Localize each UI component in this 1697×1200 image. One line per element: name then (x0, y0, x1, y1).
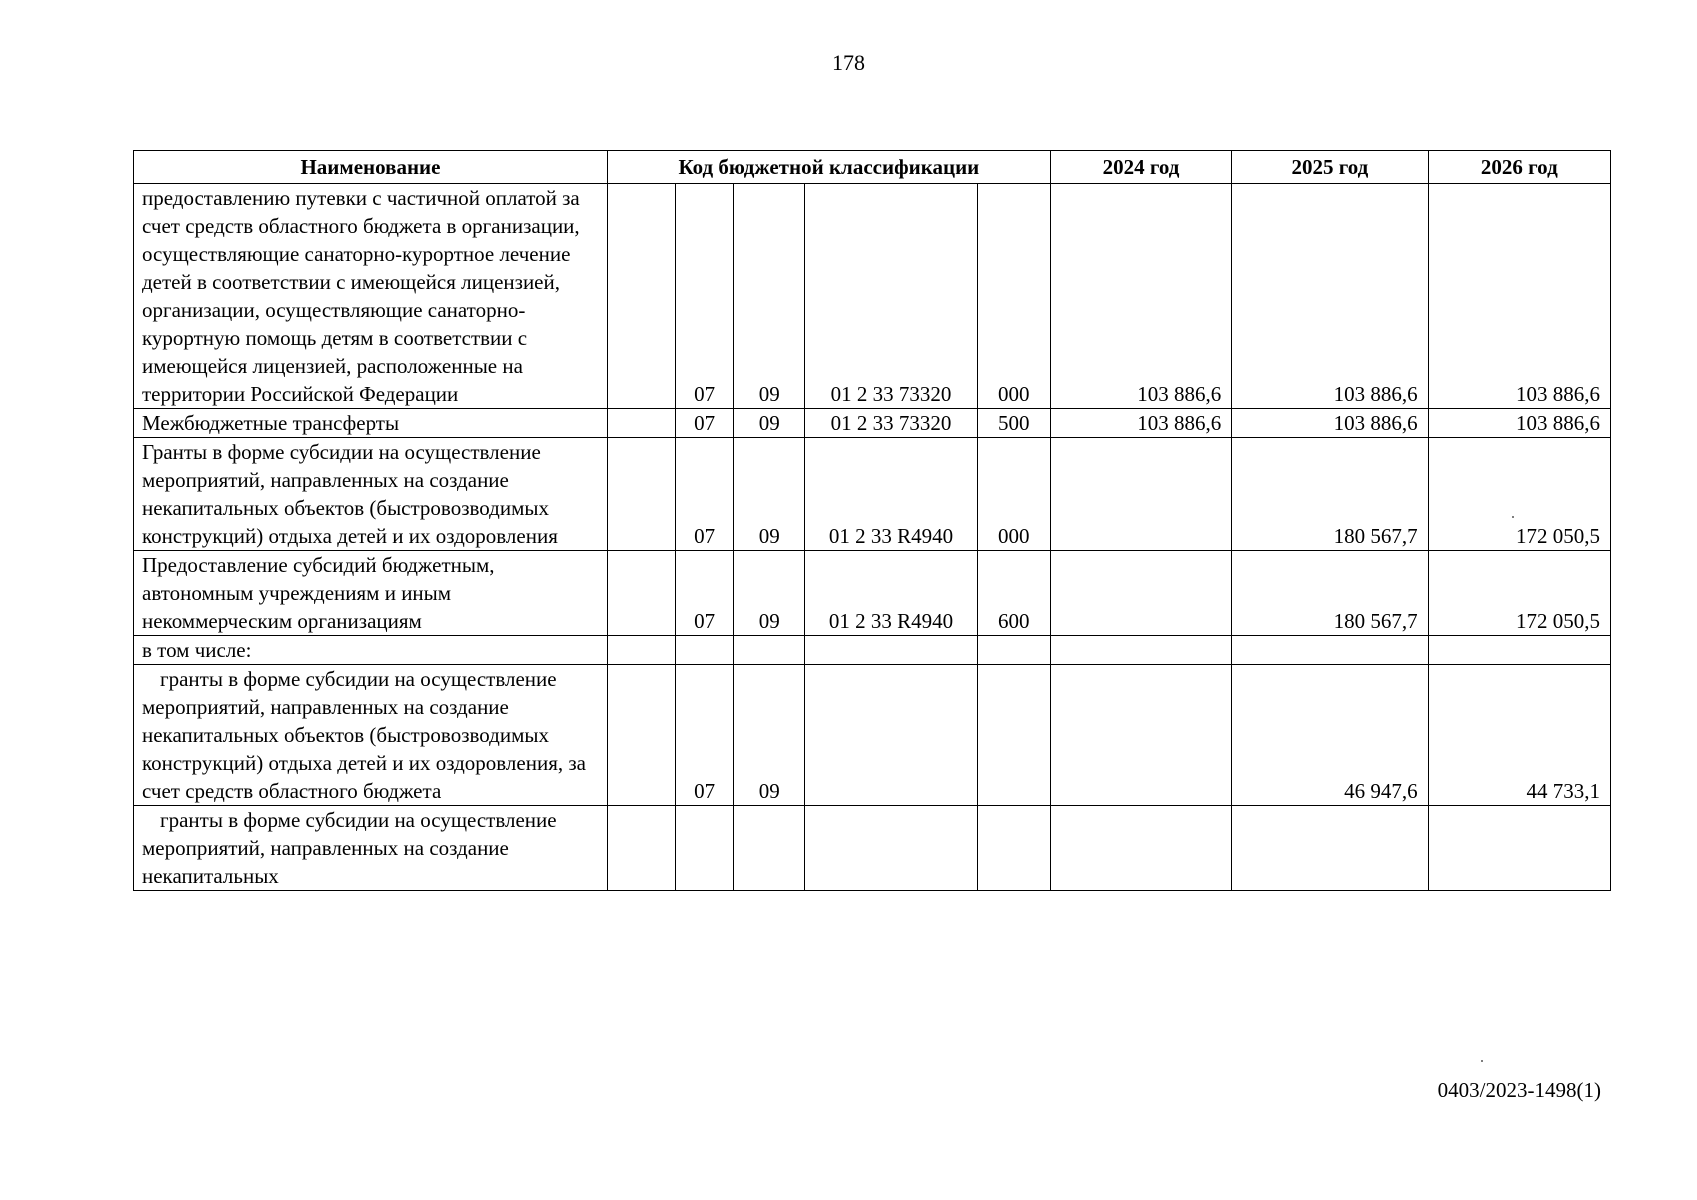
header-2026: 2026 год (1428, 151, 1610, 184)
code-target: 01 2 33 73320 (805, 409, 977, 438)
page-number: 178 (832, 50, 865, 75)
code-expense-type (977, 806, 1050, 891)
value-2025 (1232, 806, 1428, 891)
value-2026: 44 733,1 (1428, 665, 1610, 806)
code-section: 07 (676, 551, 734, 636)
value-2024: 103 886,6 (1050, 409, 1231, 438)
row-name: гранты в форме субсидии на осуществление мероприятий, направленных на создание некапитальных объектов (быстровозводимых конструкций) отдыха детей и их оздоровления, за счет средств областного бюджета (134, 665, 608, 806)
code-target: 01 2 33 R4940 (805, 551, 977, 636)
value-2026 (1428, 636, 1610, 665)
value-2026: 172 050,5 (1428, 438, 1610, 551)
value-2024 (1050, 551, 1231, 636)
table-row (134, 438, 1611, 551)
row-name: Предоставление субсидий бюджетным, автономным учреждениям и иным некоммерческим организациям (134, 551, 608, 636)
value-2026: 103 886,6 (1428, 409, 1610, 438)
code-target: 01 2 33 73320 (805, 184, 977, 409)
header-2024: 2024 год (1050, 151, 1231, 184)
code-expense-type: 600 (977, 551, 1050, 636)
code-section: 07 (676, 438, 734, 551)
table-row (134, 665, 1611, 806)
code-section (676, 636, 734, 665)
value-2024: 103 886,6 (1050, 184, 1231, 409)
table-row (134, 636, 1611, 665)
header-2025: 2025 год (1232, 151, 1428, 184)
code-expense-type (977, 636, 1050, 665)
code-section: 07 (676, 409, 734, 438)
value-2024 (1050, 636, 1231, 665)
code-expense-type: 000 (977, 438, 1050, 551)
value-2026 (1428, 806, 1610, 891)
code-expense-type (977, 665, 1050, 806)
value-2024 (1050, 806, 1231, 891)
row-name: в том числе: (134, 636, 608, 665)
budget-table (133, 150, 1611, 891)
table-row (134, 409, 1611, 438)
scan-speck (1512, 516, 1514, 518)
value-2026: 103 886,6 (1428, 184, 1610, 409)
code-section: 07 (676, 184, 734, 409)
code-subsection: 09 (734, 551, 805, 636)
table-row (134, 184, 1611, 409)
value-2024 (1050, 665, 1231, 806)
code-expense-type: 500 (977, 409, 1050, 438)
code-subsection: 09 (734, 438, 805, 551)
code-subsection: 09 (734, 184, 805, 409)
code-target (805, 665, 977, 806)
value-2025 (1232, 636, 1428, 665)
row-name: Межбюджетные трансферты (134, 409, 608, 438)
code-subsection: 09 (734, 665, 805, 806)
code-expense-type: 000 (977, 184, 1050, 409)
table-row (134, 806, 1611, 891)
value-2025: 103 886,6 (1232, 409, 1428, 438)
table-row (134, 551, 1611, 636)
code-section (676, 806, 734, 891)
code-subsection (734, 636, 805, 665)
document-number: 0403/2023-1498(1) (1437, 1078, 1601, 1102)
code-section: 07 (676, 665, 734, 806)
code-target: 01 2 33 R4940 (805, 438, 977, 551)
header-code: Код бюджетной классификации (607, 151, 1050, 184)
code-target (805, 636, 977, 665)
code-subsection (734, 806, 805, 891)
code-cell (607, 551, 675, 636)
header-name: Наименование (134, 151, 608, 184)
value-2025: 46 947,6 (1232, 665, 1428, 806)
code-cell (607, 636, 675, 665)
code-cell (607, 409, 675, 438)
row-name: Гранты в форме субсидии на осуществление мероприятий, направленных на создание некапитальных объектов (быстровозводимых конструкций) отдыха детей и их оздоровления (134, 438, 608, 551)
code-cell (607, 184, 675, 409)
code-cell (607, 665, 675, 806)
code-target (805, 806, 977, 891)
code-cell (607, 438, 675, 551)
row-name: предоставлению путевки с частичной оплатой за счет средств областного бюджета в организации, осуществляющие санаторно-курортное лечение детей в соответствии с имеющейся лицензией, организации, осуществляющие санаторно-курортную помощь детям в соответствии с имеющейся лицензией, расположенные на территории Российской Федерации (134, 184, 608, 409)
row-name: гранты в форме субсидии на осуществление мероприятий, направленных на создание некапитальных (134, 806, 608, 891)
value-2025: 180 567,7 (1232, 551, 1428, 636)
value-2025: 103 886,6 (1232, 184, 1428, 409)
scan-speck (1481, 1060, 1483, 1062)
value-2025: 180 567,7 (1232, 438, 1428, 551)
value-2024 (1050, 438, 1231, 551)
code-subsection: 09 (734, 409, 805, 438)
table-header-row (134, 151, 1611, 184)
code-cell (607, 806, 675, 891)
value-2026: 172 050,5 (1428, 551, 1610, 636)
